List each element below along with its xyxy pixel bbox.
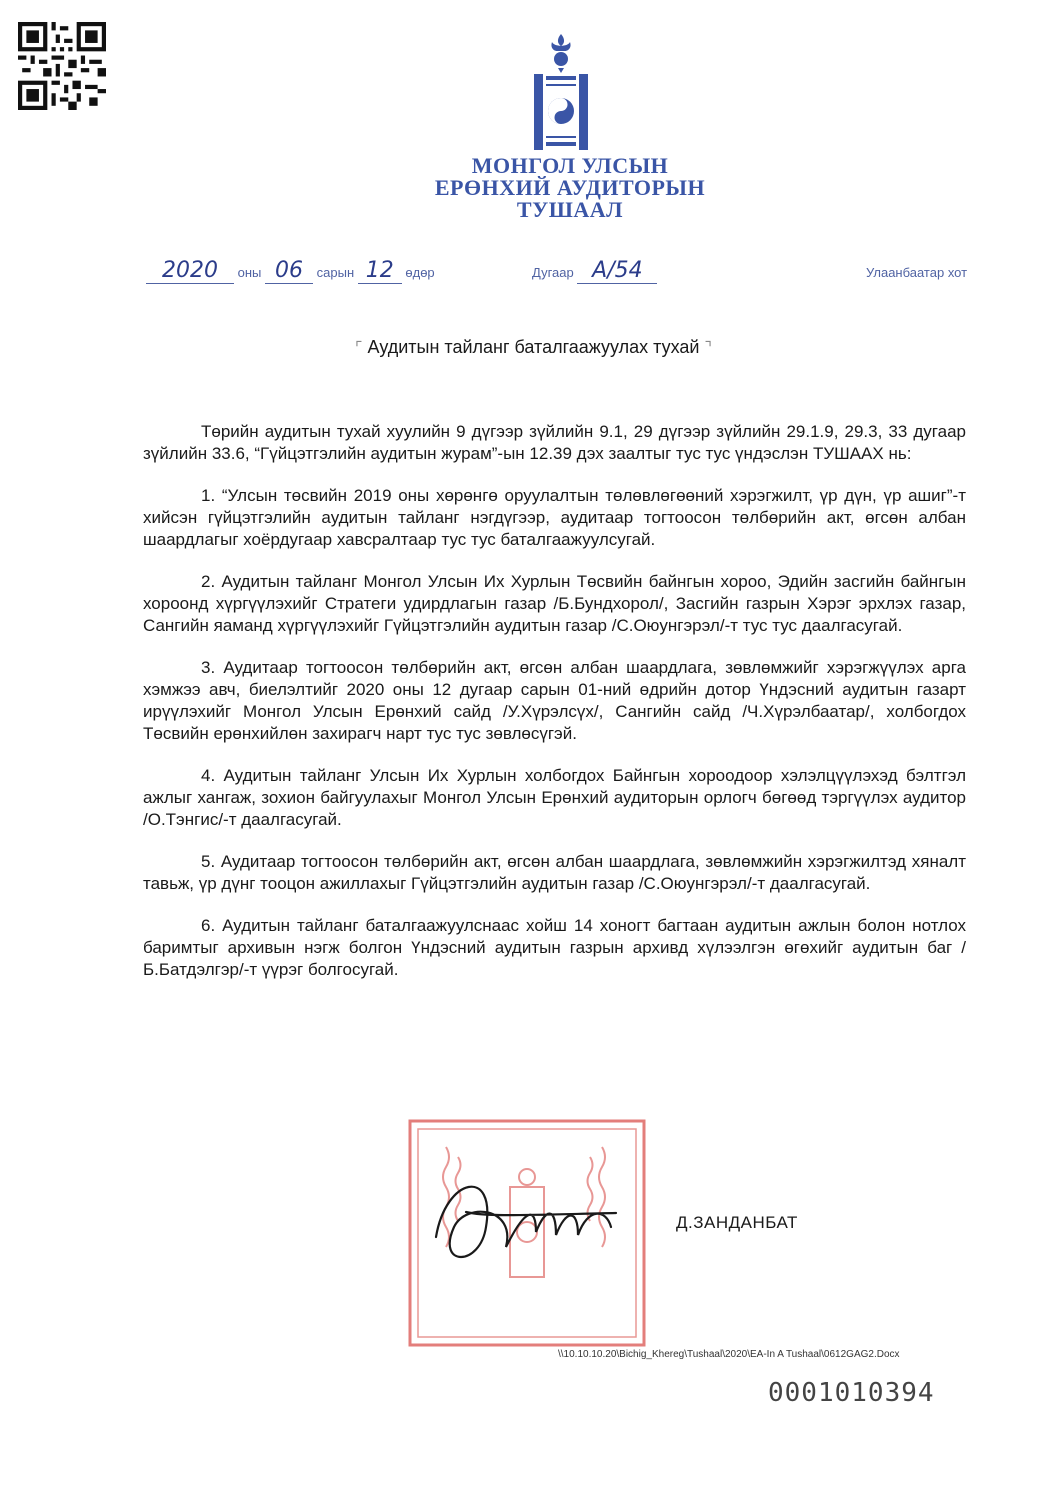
title-bracket-right: ⌝	[704, 340, 712, 357]
number-value: А/54	[577, 258, 657, 284]
signer-name: Д.ЗАНДАНБАТ	[676, 1213, 798, 1232]
month-label: сарын	[316, 265, 355, 280]
day-value: 12	[358, 258, 402, 284]
soyombo-emblem	[528, 32, 594, 152]
month-value: 06	[265, 258, 313, 284]
org-line-2: ЕРӨНХИЙ АУДИТОРЫН	[434, 175, 706, 200]
year-label: оны	[237, 265, 262, 280]
year-value: 2020	[146, 258, 234, 284]
number-line	[532, 258, 657, 284]
document-body	[143, 421, 966, 1001]
serial-number: 0001010394	[768, 1378, 935, 1408]
date-line	[146, 258, 435, 284]
order-item-1: 1. “Улсын төсвийн 2019 оны хөрөнгө оруулалтын төлөвлөгөөний хэрэгжилт, үр дүн, үр ашиг”-т хийсэн гүйцэтгэлийн аудитын тайланг нэгдүгээр, аудитаар тогтоосон төлбөрийн акт, өгсөн албан шаардлагыг хоёрдугаар хавсралтаар тус тус баталгаажуулсугай.	[143, 486, 966, 549]
title-bracket-left: ⌜	[355, 340, 363, 357]
official-stamp	[406, 1117, 648, 1349]
order-item-2: 2. Аудитын тайланг Монгол Улсын Их Хурлын Төсвийн байнгын хороо, Эдийн засгийн байнгын хороонд хүргүүлэхийг Стратеги удирдлагын газар /Б.Бундхорол/, Засгийн газрын Хэрэг эрхлэх газар, Сангийн яаманд хүргүүлэхийг Гүйцэтгэлийн аудитын газар /С.Оюунгэрэл/-т тус тус даалгасугай.	[143, 572, 966, 635]
org-line-3: ТУШААЛ	[516, 197, 624, 222]
qr-code	[18, 22, 106, 110]
org-line-1: МОНГОЛ УЛСЫН	[471, 153, 669, 178]
number-label: Дугаар	[532, 265, 574, 280]
document-title: Аудитын тайланг баталгаажуулах тухай	[367, 337, 700, 357]
file-path: \\10.10.10.20\Bichig_Khereg\Tushaal\2020\EA-In A Tushaal\0612GAG2.Docx	[558, 1349, 900, 1360]
order-item-6: 6. Аудитын тайланг баталгаажуулснаас хойш 14 хоногт багтаан аудитын ажлын болон нотлох баримтыг архивын нэгж болгон Үндэсний аудитын газрын архивд хүлээлгэн өгөхийг аудитын баг /Б.Батдэлгэр/-т үүрэг болгосугай.	[143, 916, 966, 979]
document-title-block	[355, 337, 712, 358]
organization-header	[380, 155, 760, 221]
intro-paragraph: Төрийн аудитын тухай хуулийн 9 дүгээр зүйлийн 9.1, 29 дүгээр зүйлийн 29.1.9, 29.3, 33 дугаар зүйлийн 33.6, “Гүйцэтгэлийн аудитын журам”-ын 12.39 дэх заалтыг тус тус үндэслэн ТУШААХ нь:	[143, 422, 966, 463]
city: Улаанбаатар хот	[866, 265, 968, 280]
order-item-4: 4. Аудитын тайланг Улсын Их Хурлын холбогдох Байнгын хороодоор хэлэлцүүлэхэд бэлтгэл ажлыг хангаж, зохион байгуулахыг Монгол Улсын Ерөнхий аудиторын орлогч бөгөөд тэргүүлэх аудитор /О.Тэнгис/-т даалгасугай.	[143, 766, 966, 829]
day-label: өдөр	[405, 265, 435, 280]
order-item-5: 5. Аудитаар тогтоосон төлбөрийн акт, өгсөн албан шаардлага, зөвлөмжийн хэрэгжилтэд хяналт тавьж, үр дүнг тооцон ажиллахыг Гүйцэтгэлийн аудитын газар /С.Оюунгэрэл/-т даалгасугай.	[143, 852, 966, 893]
order-item-3: 3. Аудитаар тогтоосон төлбөрийн акт, өгсөн албан шаардлага, зөвлөмжийг хэрэгжүүлэх арга хэмжээ авч, биелэлтийг 2020 оны 12 дугаар сарын 01-ний өдрийн дотор Үндэсний аудитын газарт ирүүлэхийг Монгол Улсын Ерөнхий сайд /У.Хүрэлсүх/, Сангийн сайд /Ч.Хүрэлбаатар/, холбогдох Төсвийн ерөнхийлөн захирагч нарт тус тус зөвлөсүгэй.	[143, 658, 966, 743]
